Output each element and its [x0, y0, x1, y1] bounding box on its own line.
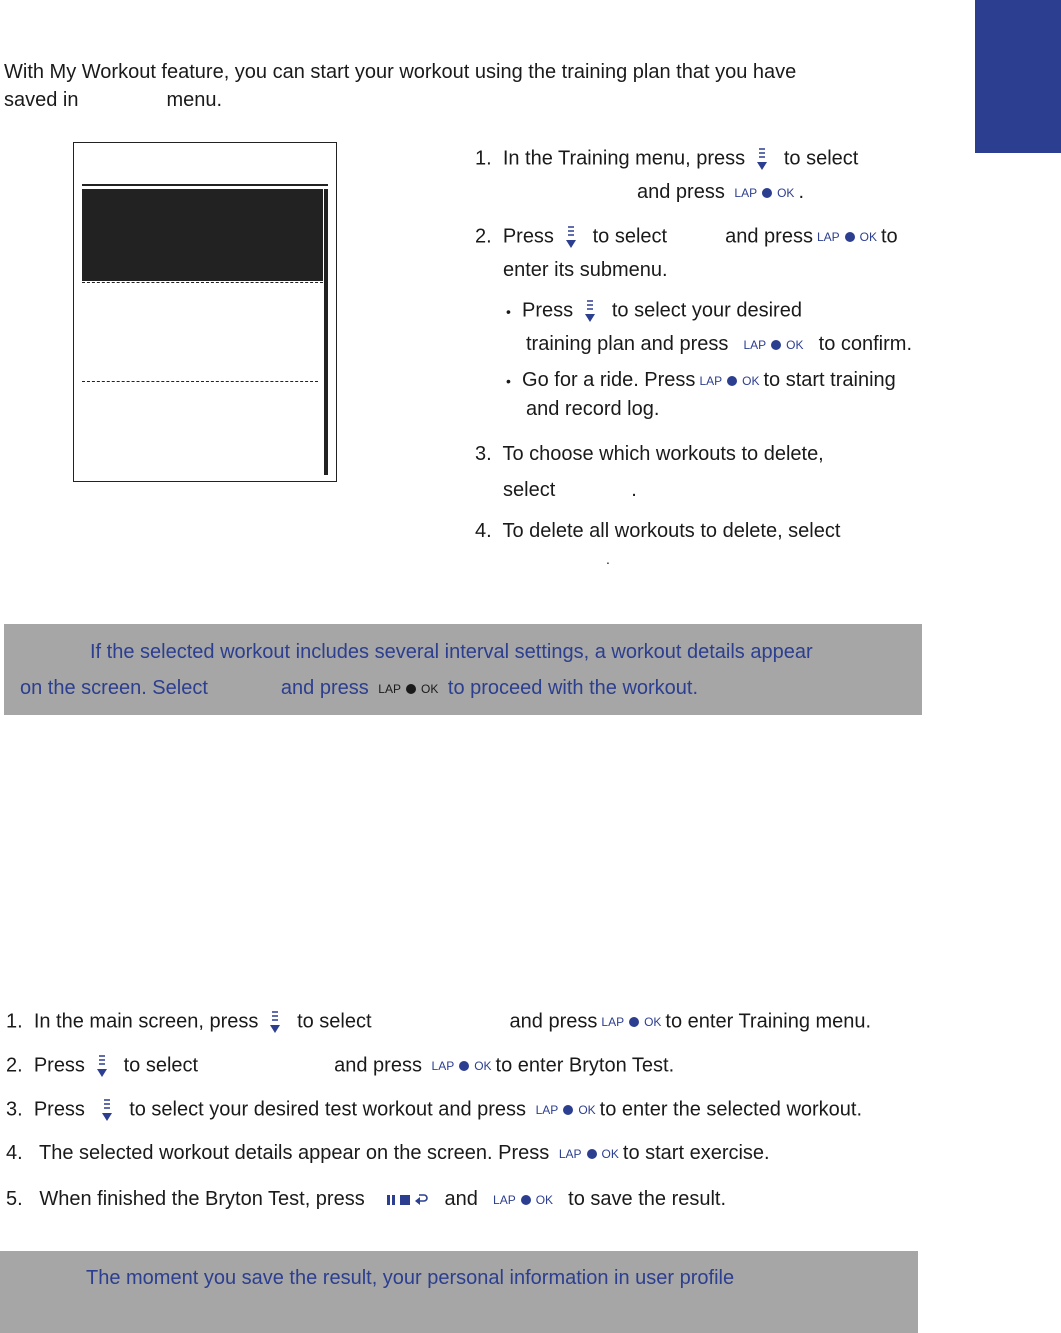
note-2-text: The moment you save the result, your personal information in user profile — [86, 1267, 735, 1289]
top-step-4-cont: . — [606, 551, 610, 567]
top-step-2: 2. Press to select and press LAP OK to — [475, 224, 898, 250]
down-arrow-icon — [268, 1009, 282, 1035]
down-arrow-icon — [755, 146, 769, 172]
note-1-line-2: on the screen. Select and press LAP OK to proceed with the workout. — [20, 677, 699, 699]
down-arrow-icon — [95, 1053, 109, 1079]
intro-line-2: saved in menu. — [4, 89, 223, 111]
top-bullet-2-cont: and record log. — [526, 398, 660, 420]
top-step-4: 4. To delete all workouts to delete, select — [475, 520, 841, 542]
top-step-3-cont: select . — [503, 479, 637, 501]
bottom-step-4: 4. The selected workout details appear on the screen. Press LAP OK to start exercise. — [6, 1142, 770, 1164]
screen-scrollbar — [324, 189, 328, 475]
top-step-2-cont: enter its submenu. — [503, 259, 668, 281]
intro-paragraph — [4, 58, 944, 114]
chapter-tab — [975, 0, 1061, 153]
screen-header-divider — [82, 184, 328, 186]
down-arrow-icon — [100, 1097, 114, 1123]
top-bullet-1-cont: training plan and press LAP OK to confirm. — [526, 333, 912, 355]
bottom-step-5: 5. When finished the Bryton Test, press and LAP OK to save the result. — [6, 1188, 727, 1210]
lap-ok-button-icon: LAP OK — [601, 1015, 662, 1029]
lap-ok-button-icon: LAP OK — [816, 230, 877, 244]
lap-ok-button-icon: LAP OK — [431, 1059, 492, 1073]
down-arrow-icon — [583, 298, 597, 324]
lap-ok-button-icon: LAP OK — [378, 681, 439, 696]
bottom-step-3: 3. Press to select your desired test workout and press LAP OK to enter the selected workout. — [6, 1097, 862, 1123]
lap-ok-button-icon: LAP OK — [734, 185, 795, 200]
top-step-1-cont: and press LAP OK . — [637, 181, 804, 203]
bottom-step-1: 1. In the main screen, press to select and press LAP OK to enter Training menu. — [6, 1009, 871, 1035]
screen-item-divider — [82, 381, 318, 382]
device-screen-illustration — [73, 142, 337, 482]
note-box-2 — [0, 1251, 918, 1333]
bottom-step-2: 2. Press to select and press LAP OK to enter Bryton Test. — [6, 1053, 674, 1079]
intro-line-1: With My Workout feature, you can start your workout using the training plan that you have — [4, 61, 797, 83]
note-1-line-1: If the selected workout includes several interval settings, a workout details appear — [90, 641, 813, 663]
lap-ok-button-icon: LAP OK — [535, 1103, 596, 1117]
lap-ok-button-icon: LAP OK — [699, 373, 760, 388]
screen-selected-item — [82, 189, 323, 281]
lap-ok-button-icon: LAP OK — [743, 337, 804, 352]
top-bullet-2: • Go for a ride. Press LAP OK to start training — [506, 369, 896, 391]
note-box-1 — [4, 624, 922, 715]
top-step-1: 1. In the Training menu, press to select — [475, 146, 858, 172]
top-step-3: 3. To choose which workouts to delete, — [475, 443, 824, 465]
top-bullet-1: • Press to select your desired — [506, 298, 802, 324]
lap-ok-button-icon: LAP OK — [558, 1146, 619, 1161]
screen-item-divider — [82, 282, 323, 283]
pause-stop-back-icon — [385, 1192, 429, 1208]
down-arrow-icon — [564, 224, 578, 250]
lap-ok-button-icon: LAP OK — [493, 1192, 554, 1207]
